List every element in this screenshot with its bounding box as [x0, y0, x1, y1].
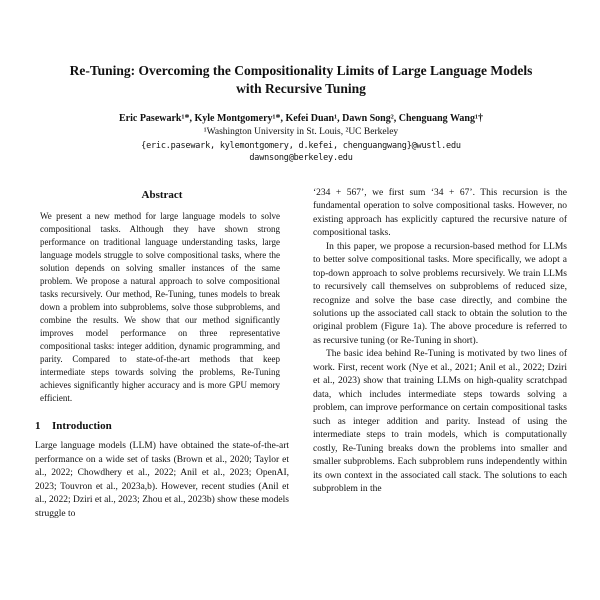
email-group-line: {eric.pasewark, kylemontgomery, d.kefei, chenguangwang}@wustl.edu — [141, 140, 461, 151]
introduction-paragraph: Large language models (LLM) have obtained the state-of-the-art performance on a wide set of tasks (Brown et al., 2020; Taylor et al., 2022; Chowdhery et al., 2022; Anil et al., 2023; OpenAI, 2023; Touvron et al., 2023a,b). However, recent studies (Anil et al., 2022; Dziri et al., 2023; Zhou et al., 2023b) show these models struggle to — [35, 441, 289, 519]
paper-title: Re-Tuning: Overcoming the Compositionality Limits of Large Language Models with Recursive Tuning — [69, 63, 533, 96]
author-line: Eric Pasewark¹*, Kyle Montgomery¹*, Kefei Duan¹, Dawn Song², Chenguang Wang¹† — [119, 112, 483, 124]
abstract-text: We present a new method for large language models to solve compositional tasks. Although they have shown strong performance on traditional language understanding tasks, large language models struggle to solve compositional tasks, where the solution depends on solving smaller instances of the same problem. We propose a natural approach to solve compositional tasks recursively. Our method, Re-Tuning, tunes models to break down a problem into subproblems, solve those subproblems, and combine the results. We show that our method significantly improves model performance on three representative compositional tasks: integer addition, dynamic programming, and parity. Compared to state-of-the-art methods that keep intermediate steps towards solving the problems, Re-Tuning achieves significantly higher accuracy and is more GPU memory efficient. — [40, 210, 280, 404]
email-single-line: dawnsong@berkeley.edu — [249, 152, 353, 163]
section-title: Introduction — [52, 420, 112, 433]
left-column — [35, 187, 289, 522]
right-column — [313, 187, 567, 522]
section-number: 1 — [35, 420, 41, 433]
right-column-paragraph: The basic idea behind Re-Tuning is motivated by two lines of work. First, recent work (Nye et al., 2021; Anil et al., 2022; Dziri et al., 2023) show that training LLMs on high-quality scratchpad data, which includes intermediate steps towards solving a problem, can improve performance on certain compositional tasks such as integer addition and parity. Instead of using the intermediate steps to train models, which is computationally costly, Re-Tuning breaks down the problems into smaller and smaller subproblems. Each subproblem runs independently within its own context in the associated call stack. The solutions to each subproblem in the — [313, 349, 567, 495]
author-block — [35, 113, 567, 163]
two-column-body — [35, 187, 567, 522]
right-column-paragraph: In this paper, we propose a recursion-based method for LLMs to better solve compositional tasks. More specifically, we adopt a top-down approach to solve problems recursively. We train LLMs to recursively call themselves on subproblems of reduced size, recognize and solve the base case directly, and combine the solutions up the associated call stack to obtain the solution to the original problem (Figure 1a). The above procedure is referred to as recursive tuning (or Re-Tuning in short). — [313, 241, 567, 346]
abstract-heading: Abstract — [141, 188, 183, 201]
right-column-paragraph: ‘234 + 567’, we first sum ‘34 + 67’. This recursion is the fundamental operation to solve compositional tasks. However, no existing approach has explicitly captured the recursive nature of compositional tasks. — [313, 187, 567, 239]
section-heading-introduction — [35, 420, 289, 432]
affiliation-line: ¹Washington University in St. Louis, ²UC Berkeley — [203, 126, 399, 137]
